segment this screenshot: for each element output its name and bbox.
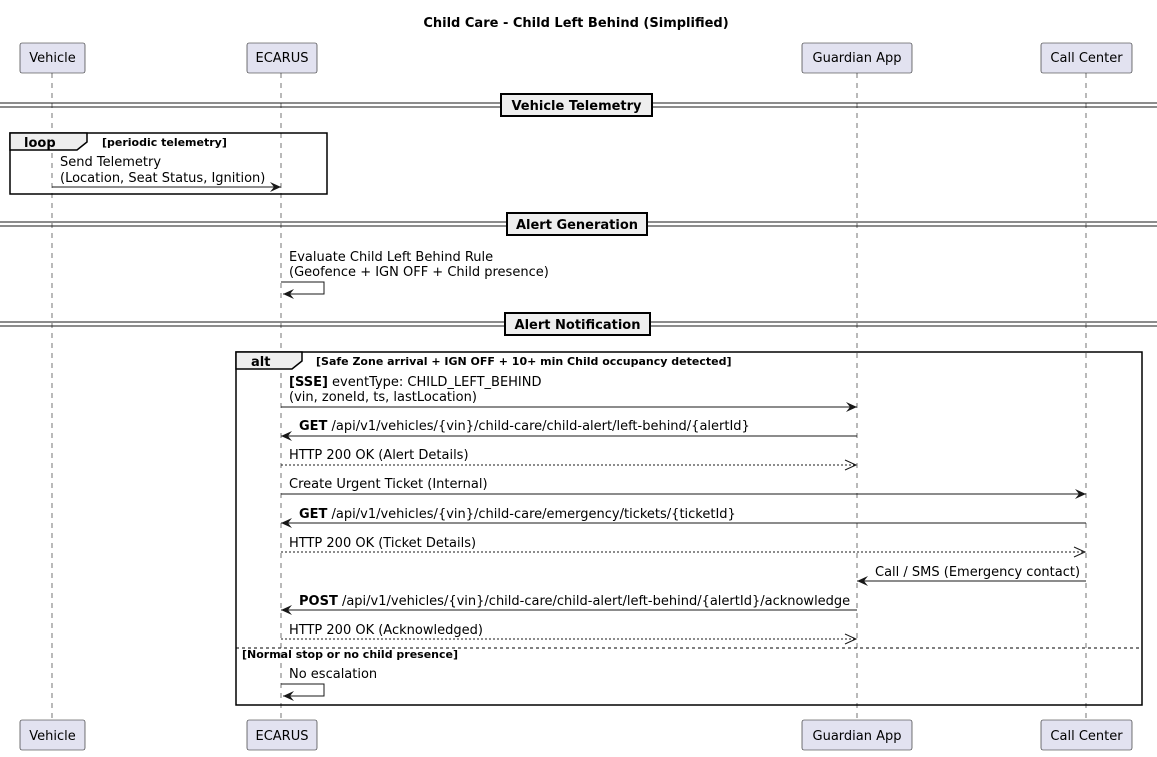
- svg-text:[SSE] eventType: CHILD_LEFT_BE: [289, 375, 542, 390]
- message-no-escalation: [281, 667, 377, 696]
- message-evaluate-rule: [281, 250, 549, 294]
- participant-ecarus-bottom: [247, 720, 317, 750]
- message-label: HTTP 200 OK (Ticket Details): [289, 536, 477, 551]
- message-label: Evaluate Child Left Behind Rule: [289, 250, 494, 265]
- message-get-alert: [281, 419, 857, 436]
- alt-condition-1: [Safe Zone arrival + IGN OFF + 10+ min Child occupancy detected]: [316, 355, 732, 368]
- message-label: Call / SMS (Emergency contact): [875, 565, 1081, 580]
- participant-label: Vehicle: [29, 51, 76, 66]
- participant-label: ECARUS: [255, 729, 309, 744]
- participant-call-center-bottom: [1041, 720, 1132, 750]
- loop-condition: [periodic telemetry]: [102, 136, 227, 149]
- message-call-sms: [857, 565, 1086, 581]
- alt-keyword: alt: [251, 355, 271, 370]
- message-keyword: GET: [299, 507, 328, 522]
- message-acknowledged-response: [281, 623, 856, 644]
- message-sse-event: [281, 375, 857, 407]
- participant-label: ECARUS: [255, 51, 309, 66]
- svg-text:POST /api/v1/vehicles/{vin}/ch: [299, 594, 850, 609]
- message-keyword: GET: [299, 419, 328, 434]
- participant-ecarus-top: [247, 43, 317, 73]
- divider-alert-generation: [0, 213, 1157, 235]
- message-label: eventType: CHILD_LEFT_BEHIND: [327, 375, 542, 390]
- message-get-ticket: [281, 507, 1086, 523]
- participant-label: Call Center: [1050, 729, 1123, 744]
- message-label: HTTP 200 OK (Alert Details): [289, 448, 469, 463]
- participant-label: Guardian App: [812, 729, 902, 744]
- divider-vehicle-telemetry: [0, 94, 1157, 116]
- participant-label: Vehicle: [29, 729, 76, 744]
- loop-keyword: loop: [24, 136, 56, 151]
- participant-vehicle-bottom: [20, 720, 85, 750]
- participant-vehicle-top: [20, 43, 85, 73]
- divider-label: Alert Generation: [515, 218, 639, 233]
- message-label: Send Telemetry: [60, 155, 162, 170]
- message-label: (Location, Seat Status, Ignition): [60, 171, 266, 186]
- message-label: (Geofence + IGN OFF + Child presence): [289, 265, 549, 280]
- message-label: HTTP 200 OK (Acknowledged): [289, 623, 483, 638]
- diagram-title: Child Care - Child Left Behind (Simplified): [423, 16, 729, 31]
- divider-label: Vehicle Telemetry: [511, 99, 642, 114]
- message-keyword: [SSE]: [289, 375, 328, 390]
- message-label: /api/v1/vehicles/{vin}/child-care/child-alert/left-behind/{alertId}/acknowledge: [337, 594, 851, 609]
- divider-alert-notification: [0, 313, 1157, 335]
- message-label: No escalation: [289, 667, 378, 682]
- alt-condition-2: [Normal stop or no child presence]: [242, 648, 458, 661]
- message-keyword: POST: [299, 594, 338, 609]
- participant-guardian-app-bottom: [802, 720, 912, 750]
- svg-text:GET /api/v1/vehicles/{vin}/chi: [299, 507, 736, 522]
- participant-call-center-top: [1041, 43, 1132, 73]
- message-ticket-details-response: [281, 536, 1085, 557]
- message-label: Create Urgent Ticket (Internal): [289, 477, 488, 492]
- message-alert-details-response: [281, 448, 856, 470]
- message-label: /api/v1/vehicles/{vin}/child-care/child-alert/left-behind/{alertId}: [327, 419, 750, 434]
- divider-label: Alert Notification: [514, 318, 641, 333]
- message-post-acknowledge: [281, 594, 857, 610]
- participant-guardian-app-top: [802, 43, 912, 73]
- message-label: /api/v1/vehicles/{vin}/child-care/emergency/tickets/{ticketId}: [327, 507, 736, 522]
- participant-label: Guardian App: [812, 51, 902, 66]
- svg-text:GET /api/v1/vehicles/{vin}/chi: [299, 419, 750, 434]
- participant-label: Call Center: [1050, 51, 1123, 66]
- message-send-telemetry: [52, 155, 281, 187]
- message-create-ticket: [281, 477, 1086, 494]
- message-label: (vin, zoneId, ts, lastLocation): [289, 390, 477, 405]
